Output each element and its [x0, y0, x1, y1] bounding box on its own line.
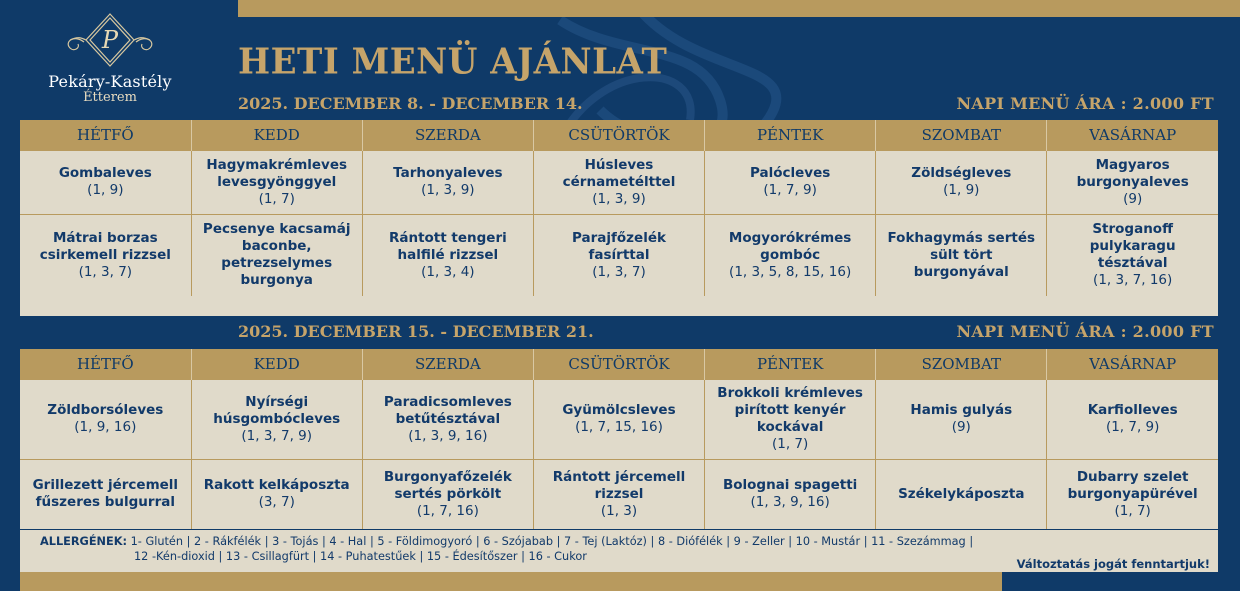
dish-name: Székelykáposzta [898, 485, 1025, 502]
dish-allergens: (9) [1123, 190, 1143, 207]
week-1-menu-table [20, 120, 1218, 296]
dish-name: Pecsenye kacsamáj baconbe, petrezselymes burgonya [202, 221, 351, 289]
dish-allergens: (1, 3, 9) [592, 190, 646, 207]
dish-allergens: (1, 9) [87, 182, 124, 198]
allergen-list-part-1: 1- Glutén | 2 - Rákfélék | 3 - Tojás | 4 - Hal | 5 - Földimogyoró | 6 - Szójabab | 7 - Tej (Laktóz) | 8 - Diófélék | 9 - Zeller | 10 - Mustár | 11 - Szezámmag | [130, 535, 974, 548]
day-header: PÉNTEK [705, 349, 876, 379]
week-1-price: NAPI MENÜ ÁRA : 2.000 FT [956, 94, 1214, 113]
day-header: VASÁRNAP [1047, 120, 1218, 150]
dish-allergens: (1, 7) [258, 190, 295, 207]
week-2-menu-table [20, 349, 1218, 529]
svg-text:P: P [101, 26, 119, 54]
dish-name: Dubarry szelet burgonyapürével [1067, 468, 1198, 502]
dish-name: Húsleves cérnametélttel [562, 156, 676, 190]
day-header: KEDD [191, 120, 362, 150]
dish-name: Gombaleves [58, 165, 152, 181]
week-1-date-range: 2025. DECEMBER 8. - DECEMBER 14. [238, 94, 583, 113]
soup-cell [1047, 379, 1218, 459]
main-course-cell [876, 459, 1047, 529]
soup-cell [876, 150, 1047, 214]
dish-name: Hamis gulyás [910, 402, 1013, 418]
soup-cell [876, 379, 1047, 459]
disclaimer-text: Változtatás jogát fenntartjuk! [1016, 557, 1210, 571]
dish-allergens: (1, 7, 9) [763, 182, 817, 198]
dish-allergens: (1, 7, 15, 16) [575, 419, 663, 435]
day-header: SZOMBAT [876, 349, 1047, 379]
main-course-cell [533, 214, 704, 296]
main-course-cell [1047, 459, 1218, 529]
week-1-table-footer [20, 296, 1218, 316]
dish-name: Tarhonyaleves [393, 165, 503, 181]
soup-cell [533, 379, 704, 459]
main-course-cell [20, 459, 191, 529]
dish-allergens: (1, 3, 7, 9) [241, 427, 313, 444]
dish-name: Palócleves [749, 165, 831, 181]
week-2-price: NAPI MENÜ ÁRA : 2.000 FT [956, 322, 1214, 341]
dish-name: Stroganoff pulykaragu tésztával [1089, 221, 1176, 272]
soup-cell [20, 379, 191, 459]
soup-row [20, 379, 1218, 459]
dish-allergens: (1, 7, 9) [1105, 419, 1160, 435]
dish-allergens: (1, 3, 9, 16) [750, 494, 830, 511]
soup-cell [191, 150, 362, 214]
soup-cell [362, 379, 533, 459]
day-header: HÉTFŐ [20, 120, 191, 150]
dish-allergens: (1, 3) [600, 502, 638, 519]
top-gold-bar [238, 0, 1240, 17]
day-header: SZERDA [362, 120, 533, 150]
soup-row [20, 150, 1218, 214]
dish-name: Hagymakrémleves levesgyönggyel [206, 156, 348, 190]
soup-cell [533, 150, 704, 214]
dish-allergens: (1, 3, 7, 16) [1093, 272, 1173, 289]
dish-allergens: (1, 3, 7) [592, 263, 646, 280]
dish-allergens: (1, 3, 5, 8, 15, 16) [729, 263, 852, 280]
dish-allergens: (1, 9) [943, 182, 980, 198]
day-header: HÉTFŐ [20, 349, 191, 379]
dish-allergens: (1, 7) [1114, 502, 1151, 519]
soup-cell [1047, 150, 1218, 214]
dish-allergens: (1, 3, 7) [78, 263, 133, 280]
main-course-cell [362, 214, 533, 296]
soup-cell [362, 150, 533, 214]
dish-allergens: (1, 3, 9) [421, 182, 475, 198]
dish-name: Magyaros burgonyaleves [1076, 156, 1189, 190]
dish-allergens: (3, 7) [258, 494, 295, 511]
week-2-date-range: 2025. DECEMBER 15. - DECEMBER 21. [238, 322, 594, 341]
dish-name: Rántott jércemell rizzsel [552, 468, 686, 502]
dish-name: Gyümölcsleves [562, 402, 676, 418]
dish-name: Paradicsomleves betűtésztával [383, 393, 512, 427]
dish-allergens: (1, 9, 16) [74, 419, 137, 435]
main-course-cell [191, 214, 362, 296]
dish-name: Grillezett jércemell fűszeres bulgurral [32, 477, 179, 511]
dish-name: Zöldségleves [911, 165, 1012, 181]
monogram-emblem-icon [60, 12, 160, 70]
soup-cell [191, 379, 362, 459]
day-header: VASÁRNAP [1047, 349, 1218, 379]
dish-name: Burgonyafőzelék sertés pörkölt [383, 468, 512, 502]
allergen-line-2 [134, 550, 587, 563]
soup-cell [705, 379, 876, 459]
main-course-cell [876, 214, 1047, 296]
main-course-row [20, 214, 1218, 296]
main-course-row [20, 459, 1218, 529]
dish-allergens: (9) [951, 419, 971, 435]
day-header: CSÜTÖRTÖK [533, 349, 704, 379]
dish-name: Zöldborsóleves [47, 402, 164, 418]
day-header: PÉNTEK [705, 120, 876, 150]
day-header: KEDD [191, 349, 362, 379]
dish-allergens: (1, 3, 4) [421, 263, 475, 280]
restaurant-logo [40, 12, 180, 112]
main-course-cell [705, 459, 876, 529]
day-header-row [20, 349, 1218, 379]
dish-name: Nyírségi húsgombócleves [213, 393, 341, 427]
dish-name: Karfiolleves [1087, 402, 1178, 418]
page-title: HETI MENÜ AJÁNLAT [238, 41, 668, 83]
dish-allergens: (1, 3, 9, 16) [408, 427, 488, 444]
dish-allergens: (1, 7) [771, 436, 809, 452]
dish-allergens: (1, 7, 16) [416, 502, 479, 519]
main-course-cell [533, 459, 704, 529]
allergen-line-1 [40, 535, 973, 548]
allergen-label: ALLERGÉNEK: [40, 535, 127, 548]
dish-name: Bolognai spagetti [722, 477, 858, 494]
restaurant-subtitle: Étterem [83, 90, 137, 105]
main-course-cell [191, 459, 362, 529]
restaurant-name: Pekáry-Kastély [48, 72, 172, 91]
dish-name: Fokhagymás sertés sült tört burgonyával [887, 229, 1036, 280]
soup-cell [20, 150, 191, 214]
bottom-gold-bar [20, 572, 1002, 591]
soup-cell [705, 150, 876, 214]
day-header: SZOMBAT [876, 120, 1047, 150]
main-course-cell [20, 214, 191, 296]
dish-name: Mogyorókrémes gombóc [728, 229, 852, 263]
allergen-list-part-2: 12 -Kén-dioxid | 13 - Csillagfürt | 14 - Puhatestűek | 15 - Édesítőszer | 16 - Cukor [134, 550, 587, 563]
dish-name: Rántott tengeri halfilé rizzsel [388, 229, 507, 263]
day-header: CSÜTÖRTÖK [533, 120, 704, 150]
main-course-cell [1047, 214, 1218, 296]
main-course-cell [362, 459, 533, 529]
dish-name: Mátrai borzas csirkemell rizzsel [39, 229, 171, 263]
dish-name: Parajfőzelék fasírttal [572, 229, 666, 263]
main-course-cell [705, 214, 876, 296]
day-header-row [20, 120, 1218, 150]
day-header: SZERDA [362, 349, 533, 379]
dish-name: Rakott kelkáposzta [203, 477, 350, 494]
dish-name: Brokkoli krémleves pirított kenyér kockával [717, 385, 863, 435]
